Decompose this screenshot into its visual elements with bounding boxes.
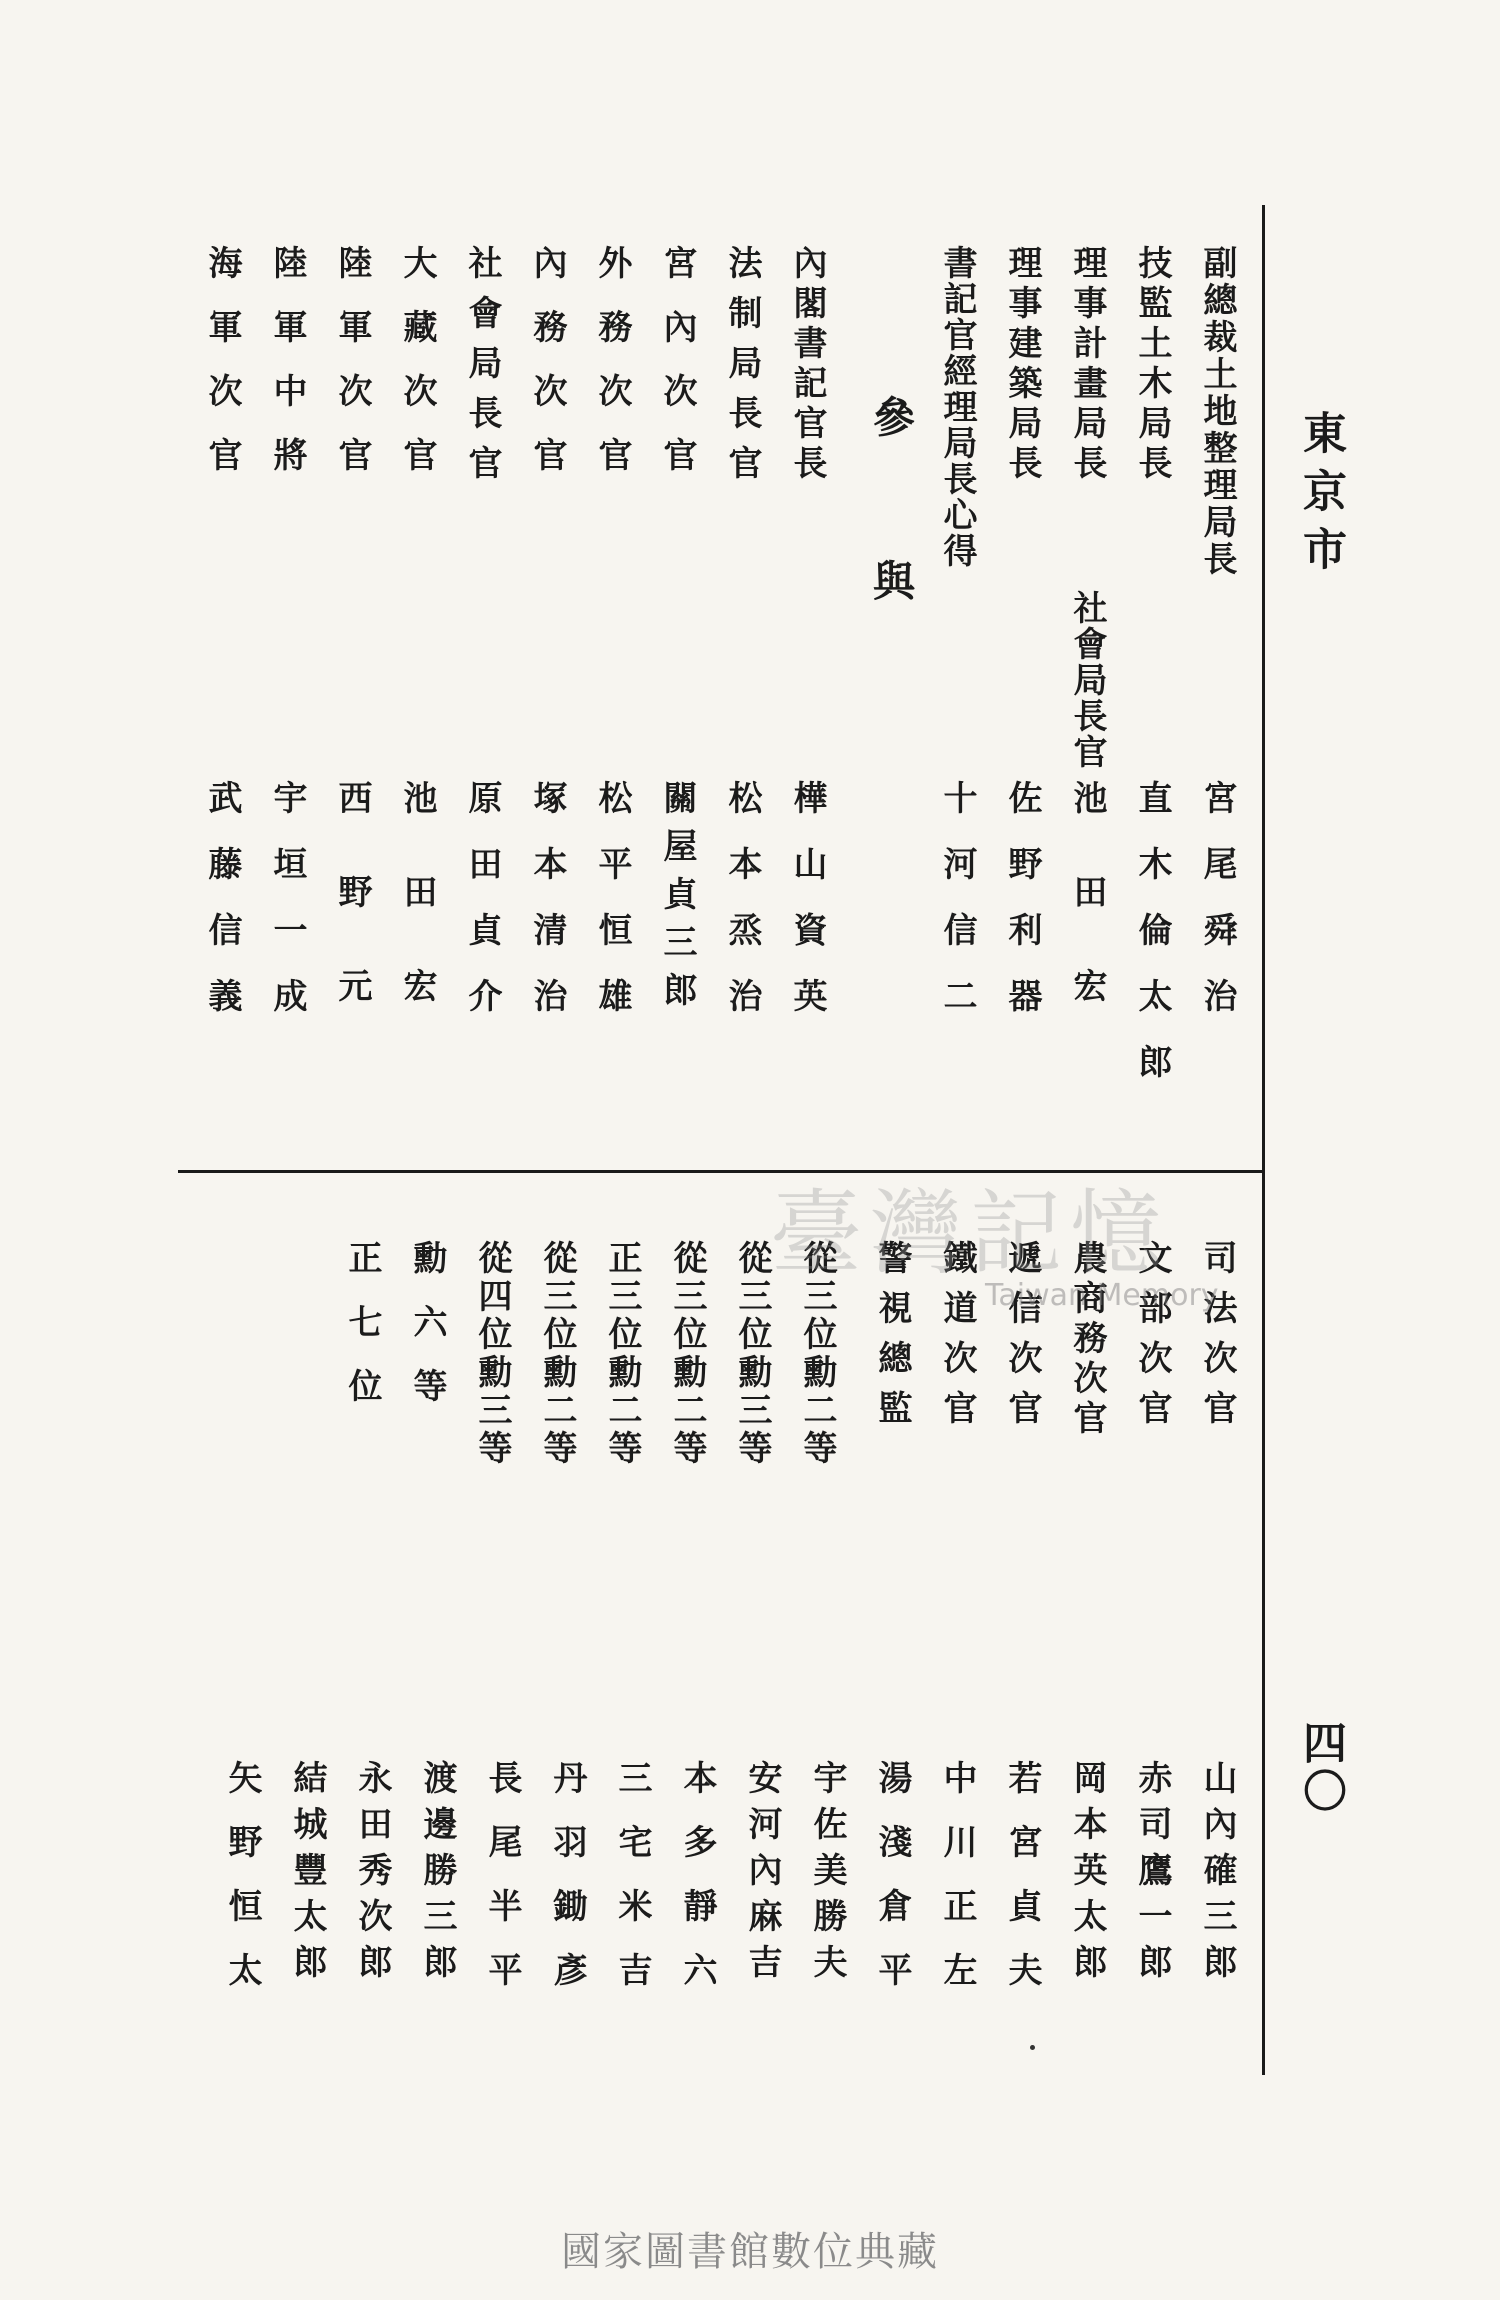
lower-name-15: 矢野恒太 — [222, 1760, 262, 2016]
sanyo-name-8: 宇垣一成 — [267, 780, 307, 1044]
lower-title-8: 從三位勳二等 — [797, 1240, 837, 1468]
lower-name-12: 渡邊勝三郎 — [417, 1760, 457, 1990]
page-header-city: 東京市 — [1295, 410, 1346, 584]
sanyo-name-7: 西野元 — [332, 780, 372, 1062]
upper-name-0: 宮尾舜治 — [1197, 780, 1237, 1044]
sanyo-office-10: 海軍次官 — [202, 245, 242, 501]
sanyo-office-0: 內閣書記官長 — [787, 245, 827, 485]
sanyo-name-4: 塚本清治 — [527, 780, 567, 1044]
lower-title-4: 鐵道次官 — [937, 1240, 977, 1440]
lower-title-9: 從三位勳三等 — [732, 1240, 772, 1468]
lower-title-13: 從四位勳三等 — [472, 1240, 512, 1468]
lower-title-15: 正七位 — [342, 1240, 382, 1432]
lower-title-1: 文部次官 — [1132, 1240, 1172, 1440]
sanyo-name-1: 松本烝治 — [722, 780, 762, 1044]
sanyo-name-3: 松平恒雄 — [592, 780, 632, 1044]
sanyo-name-6: 池田宏 — [397, 780, 437, 1062]
sanyo-office-6: 社會局長官 — [462, 245, 502, 495]
lower-title-2: 農商務次官 — [1067, 1240, 1107, 1440]
upper-name-2: 池田宏 — [1067, 780, 1107, 1062]
sanyo-office-9: 陸軍中將 — [267, 245, 307, 501]
lower-name-4: 中川正左 — [937, 1760, 977, 2016]
watermark-english: Taiwan Memory — [985, 1278, 1219, 1313]
lower-name-7: 安河內麻吉 — [742, 1760, 782, 1990]
lower-name-2: 岡本英太郎 — [1067, 1760, 1107, 1990]
sanyo-office-1: 法制局長官 — [722, 245, 762, 495]
right-margin-line — [1262, 205, 1265, 2075]
lower-name-3: 若宮貞夫 — [1002, 1760, 1042, 2016]
lower-name-0: 山內確三郎 — [1197, 1760, 1237, 1990]
upper-name-1: 直木倫太郎 — [1132, 780, 1172, 1110]
lower-title-11: 正三位勳二等 — [602, 1240, 642, 1468]
office-2: 理事計畫局長 — [1067, 245, 1107, 485]
office-3: 理事建築局長 — [1002, 245, 1042, 485]
lower-name-9: 三宅米吉 — [612, 1760, 652, 2016]
sanyo-office-4: 內務次官 — [527, 245, 567, 501]
lower-name-5: 湯淺倉平 — [872, 1760, 912, 2016]
lower-title-12: 從三位勳二等 — [537, 1240, 577, 1468]
upper-name-4: 十河信二 — [937, 780, 977, 1044]
upper-name-3: 佐野利器 — [1002, 780, 1042, 1044]
lower-title-5: 警視總監 — [872, 1240, 912, 1440]
lower-title-3: 遞信次官 — [1002, 1240, 1042, 1440]
lower-name-14: 結城豐太郎 — [287, 1760, 327, 1990]
lower-name-6: 宇佐美勝夫 — [807, 1760, 847, 1990]
sanyo-office-8: 陸軍次官 — [332, 245, 372, 501]
footer-library-credit: 國家圖書館數位典藏 — [561, 2229, 939, 2275]
page-number: 四〇 — [1295, 1720, 1346, 1816]
sanyo-name-0: 樺山資英 — [787, 780, 827, 1044]
office-1: 技監土木局長 — [1132, 245, 1172, 485]
section-heading-sanyo: 參 與 — [867, 395, 916, 641]
lower-title-14: 勳六等 — [407, 1240, 447, 1432]
sanyo-name-2: 關屋貞三郎 — [657, 780, 697, 1020]
lower-name-13: 永田秀次郎 — [352, 1760, 392, 1990]
lower-name-10: 丹羽鋤彥 — [547, 1760, 587, 2016]
sanyo-name-5: 原田貞介 — [462, 780, 502, 1044]
office-0: 副總裁土地整理局長 — [1197, 245, 1237, 578]
office-extra: 社會局長官 — [1067, 590, 1107, 770]
print-speck — [1030, 2045, 1035, 2050]
lower-name-11: 長尾半平 — [482, 1760, 522, 2016]
sanyo-office-7: 大藏次官 — [397, 245, 437, 501]
watermark-chinese: 臺灣記憶 — [770, 1180, 1171, 1287]
sanyo-office-2: 宮內次官 — [657, 245, 697, 501]
lower-title-0: 司法次官 — [1197, 1240, 1237, 1440]
lower-title-10: 從三位勳二等 — [667, 1240, 707, 1468]
office-4: 書記官經理局長心得 — [937, 245, 977, 569]
sanyo-office-3: 外務次官 — [592, 245, 632, 501]
sanyo-name-9: 武藤信義 — [202, 780, 242, 1044]
lower-name-8: 本多靜六 — [677, 1760, 717, 2016]
lower-name-1: 赤司鷹一郎 — [1132, 1760, 1172, 1990]
